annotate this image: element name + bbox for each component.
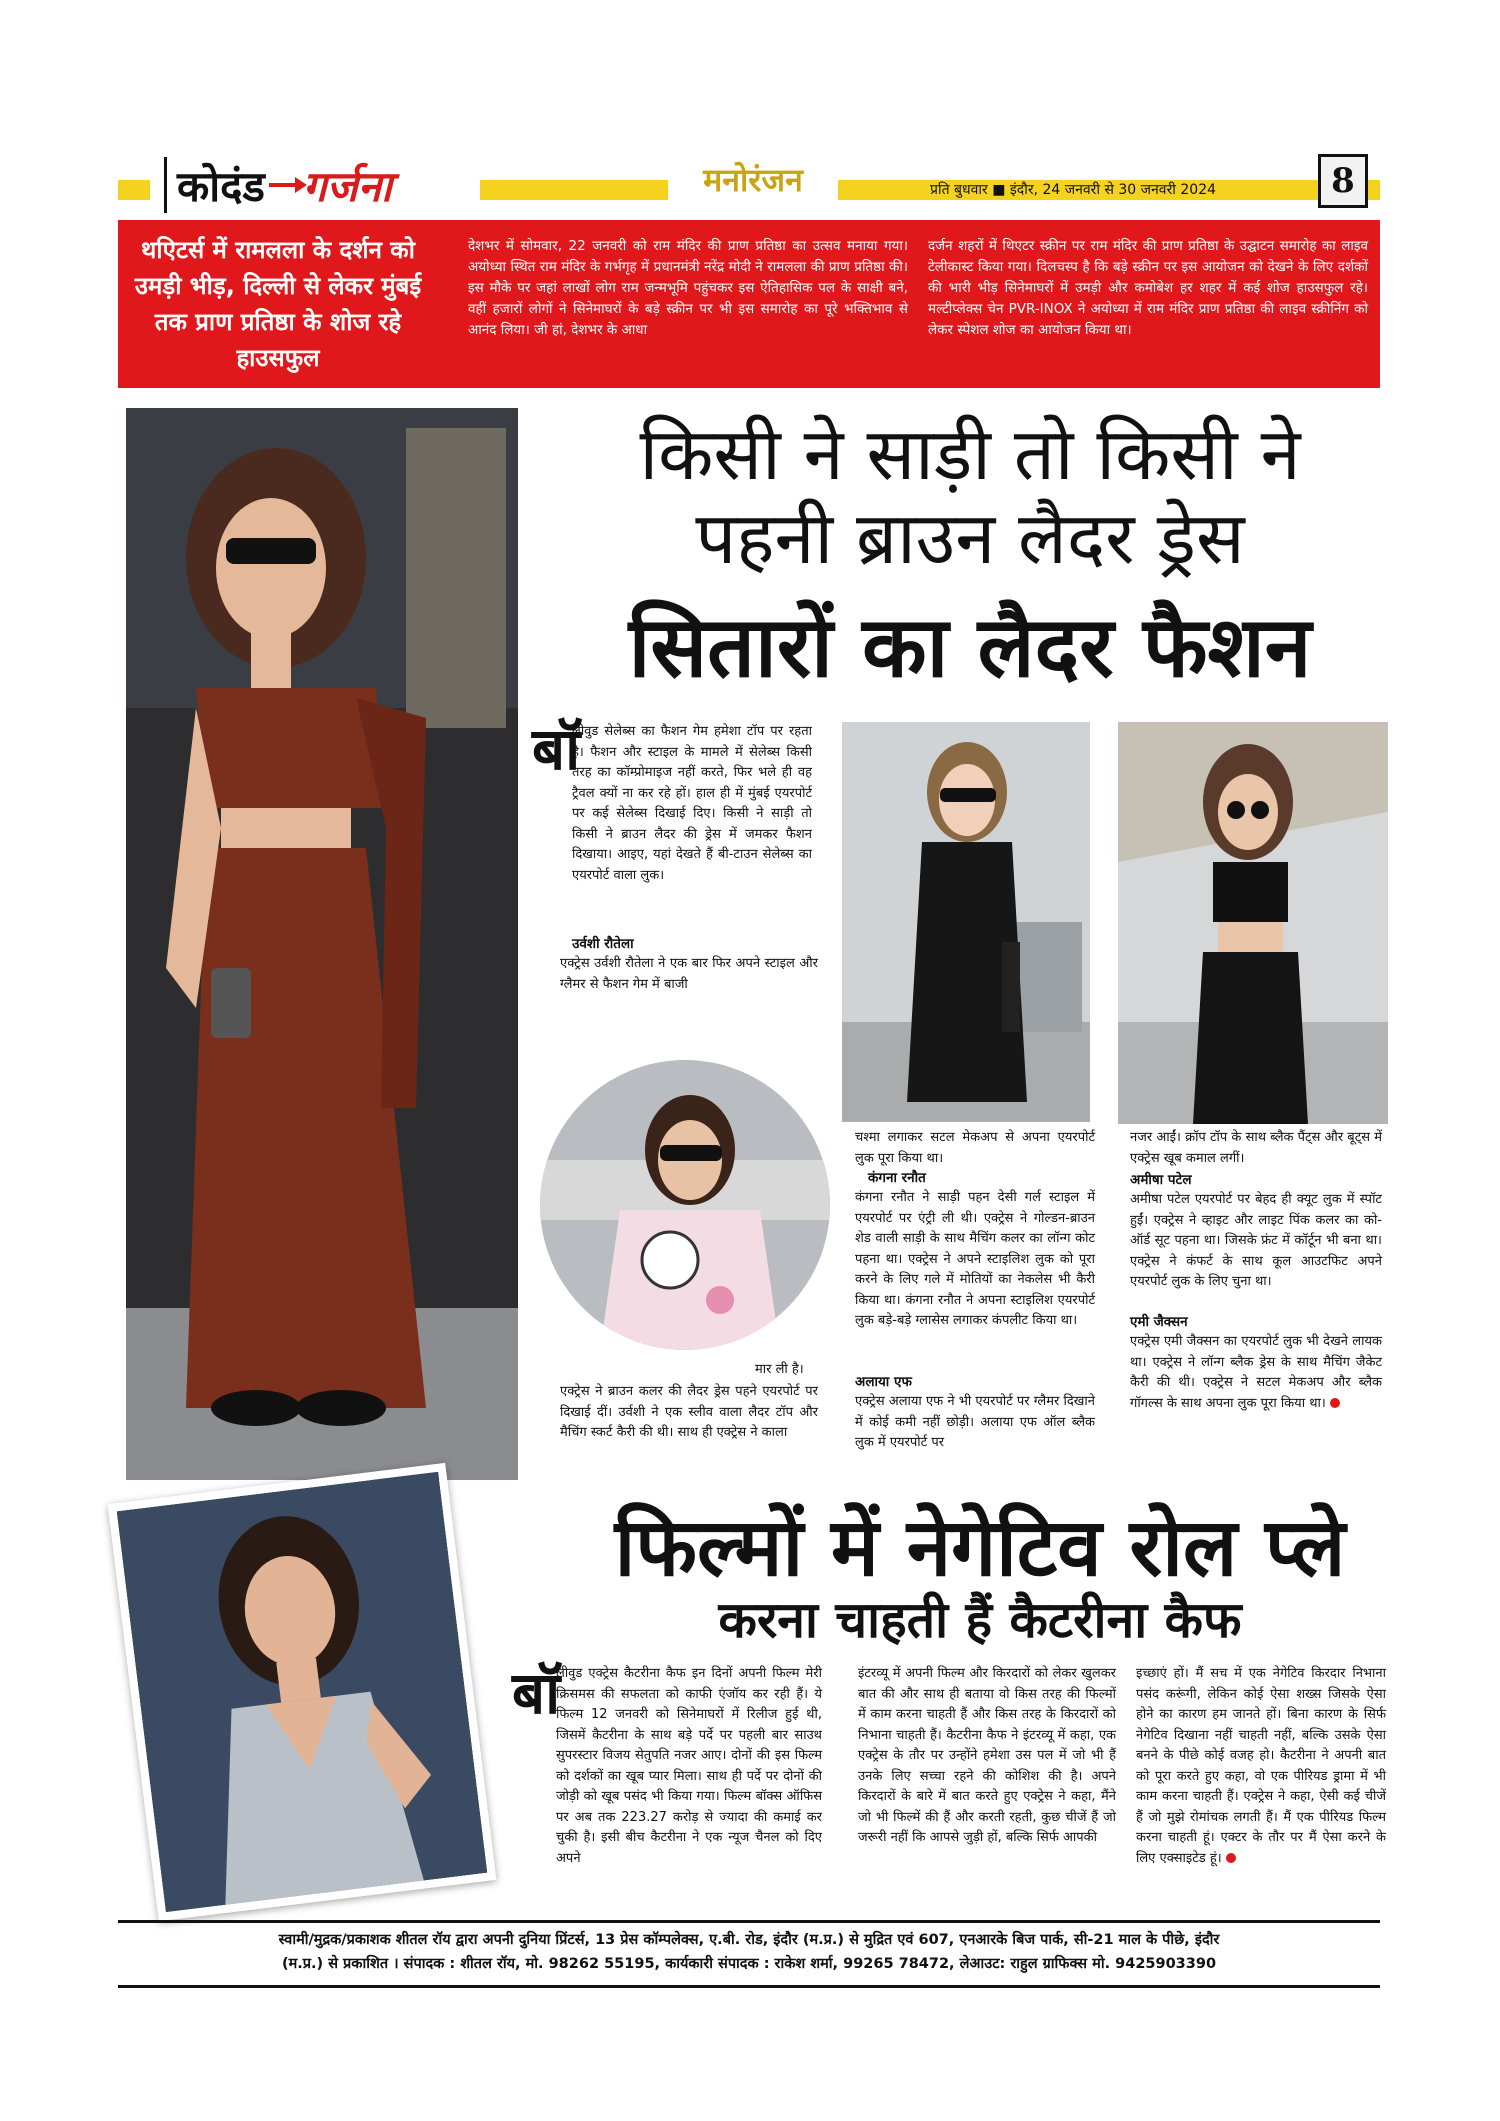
footer-line-1: स्वामी/मुद्रक/प्रकाशक शीतल रॉय द्वारा अपनी दुनिया प्रिंटर्स, 13 प्रेस कॉम्पलेक्स, ए.बी. रोड, इंदौर (म.प्र.) से मुद्रित एवं 607, एनआरके बिज पार्क, सी-21 माल के पीछे, इंदौर	[278, 1932, 1220, 1948]
footer-rule-top	[118, 1920, 1380, 1923]
section-label-box	[668, 158, 838, 202]
subhead-urvashi: उर्वशी रौतेला	[572, 936, 634, 952]
end-dot	[1226, 1853, 1236, 1863]
red-news-banner	[118, 220, 1380, 388]
banner-column-1: देशभर में सोमवार, 22 जनवरी को राम मंदिर की प्राण प्रतिष्ठा का उत्सव मनाया गया। अयोध्या स्थित राम मंदिर के गर्भगृह में प्रधानमंत्री नरेंद्र मोदी ने रामलला की प्राण प्रतिष्ठा की। इस मौके पर जहां लाखों लोग राम जन्मभूमि पहुंचकर इस ऐतिहासिक पल के साक्षी बने, वहीं हजारों लोगों ने सिनेमाघरों के बड़े स्क्रीन पर भी इस समारोह का पूरे भक्तिभाव से आनंद लिया। जी हां, देशभर के आधा	[468, 238, 908, 338]
photo-ameesha-patel	[540, 1060, 830, 1350]
column3-paragraph-1: नजर आईं। क्रॉप टॉप के साथ ब्लैक पैंट्स और बूट्स में एक्ट्रेस खूब कमाल लगीं।	[1130, 1130, 1382, 1166]
newspaper-logo	[150, 148, 480, 222]
subhead-alaya: अलाया एफ	[855, 1374, 912, 1390]
urvashi-paragraph-2a: मार ली है।	[755, 1362, 804, 1377]
article2-column-3: इच्छाएं हों। मैं सच में एक नेगेटिव किरदार निभाना पसंद करूंगी, लेकिन कोई ऐसा शख्स जिसके ऐसा होने का कारण हम जानते हों। बिना कारण के सिर्फ नेगेटिव दिखाना नहीं चाहती नहीं, बल्कि उसके ऐसा बनने के पीछे कोई वजह हो। कैटरीना ने अपनी बात को पूरा करते हुए कहा, वो एक पीरियड ड्रामा में भी काम करना चाहती हैं। एक्ट्रेस ने कहा, ऐसी कई चीजें हैं जो मुझे रोमांचक लगती हैं। मैं एक पीरियड फिल्म करना चाहती हूं। एक्टर के तौर पर मैं ऐसा करने के लिए एक्साइटेड हूं।	[1136, 1666, 1386, 1866]
banner-column-2: दर्जन शहरों में थिएटर स्क्रीन पर राम मंदिर की प्राण प्रतिष्ठा के उद्घाटन समारोह का लाइव टेलीकास्ट किया गया। दिलचस्प है कि बड़े स्क्रीन पर इस आयोजन को देखने के लिए दर्शकों की भारी भीड़ सिनेमाघरों में उमड़ी और कमोबेश हर शहर में कई शोज हाउसफुल रहे। मल्टीप्लेक्स चेन PVR-INOX ने अयोध्या में राम मंदिर प्राण प्रतिष्ठा की लाइव स्क्रीनिंग को लेकर स्पेशल शोज का आयोजन किया था।	[928, 238, 1368, 338]
urvashi-paragraph-2: एक्ट्रेस ने ब्राउन कलर की लैदर ड्रेस पहने एयरपोर्ट पर दिखाई दीं। उर्वशी ने एक स्लीव वाला लैदर टॉप और मैचिंग स्कर्ट कैरी की थी। साथ ही एक्ट्रेस ने काला	[560, 1384, 818, 1440]
section-name: मनोरंजन	[703, 161, 803, 199]
urvashi-paragraph-1: एक्ट्रेस उर्वशी रौतेला ने एक बार फिर अपने स्टाइल और ग्लैमर से फैशन गेम में बाजी	[560, 956, 818, 992]
subhead-ameesha: अमीषा पटेल	[1130, 1172, 1192, 1188]
article2-column-1: लीवुड एक्ट्रेस कैटरीना कैफ इन दिनों अपनी फिल्म मेरी क्रिसमस की सफलता को काफी एंजॉय कर रही हैं। ये फिल्म 12 जनवरी को सिनेमाघरों में रिलीज हुई थी, जिसमें कैटरीना के साथ बड़े पर्दे पर पहली बार साउथ सुपरस्टार विजय सेतुपति नजर आए। दोनों की इस फिल्म को दर्शकों का खूब प्यार मिला। साथ ही पर्दे पर दोनों की जोड़ी को खूब पसंद भी किया गया। फिल्म बॉक्स ऑफिस पर अब तक 223.27 करोड़ से ज्यादा की कमाई कर चुकी है। इसी बीच कैटरीना ने एक न्यूज चैनल को दिए अपने	[556, 1666, 822, 1866]
logo-part2: गर्जना	[302, 161, 392, 211]
ameesha-paragraph: अमीषा पटेल एयरपोर्ट पर बेहद ही क्यूट लुक में स्पॉट हुईं। एक्ट्रेस ने व्हाइट और लाइट पिंक कलर का को-ऑर्ड सूट पहना था। जिसके फ्रंट में कॉर्टून भी बना था। एक्ट्रेस ने कंफर्ट के साथ कूल आउटफिट अपने एयरपोर्ट लुक के लिए चुना था।	[1130, 1192, 1382, 1289]
article2-headline-line1: फिल्मों में नेगेटिव रोल प्ले	[614, 1501, 1346, 1594]
photo-amy-jackson	[842, 722, 1090, 1122]
logo-part1: कोदंड	[177, 161, 265, 211]
column2-paragraph-1: चश्मा लगाकर सटल मेकअप से अपना एयरपोर्ट लुक पूरा किया था।	[855, 1130, 1095, 1166]
photo-alaya-f	[1118, 722, 1388, 1124]
date-line: प्रति बुधवार ■ इंदौर, 24 जनवरी से 30 जनवरी 2024	[930, 180, 1310, 200]
subhead-kangana: कंगना रनौत	[868, 1170, 926, 1186]
article1-headline-line1: किसी ने साड़ी तो किसी ने	[639, 412, 1301, 496]
article1-headline-line2: पहनी ब्राउन लैदर ड्रेस	[695, 496, 1245, 580]
photo-urvashi-rautela	[126, 408, 518, 1480]
article2-dropcap: बॉ	[512, 1659, 561, 1727]
subhead-amy: एमी जैक्सन	[1130, 1314, 1188, 1330]
article1-headline-main: सितारों का लैदर फैशन	[628, 598, 1312, 696]
arrow-icon	[269, 183, 303, 197]
page-number: 8	[1318, 154, 1368, 208]
alaya-paragraph: एक्ट्रेस अलाया एफ ने भी एयरपोर्ट पर ग्लैमर दिखाने में कोई कमी नहीं छोड़ी। अलाया एफ ऑल ब्लैक लुक में एयरपोर्ट पर	[855, 1394, 1095, 1450]
article1-dropcap: बॉ	[532, 715, 581, 783]
amy-paragraph: एक्ट्रेस एमी जैक्सन का एयरपोर्ट लुक भी देखने लायक था। एक्ट्रेस ने लॉन्ग ब्लैक ड्रेस के साथ मैचिंग जैकेट कैरी की थी। एक्ट्रेस ने सटल मेकअप और ब्लैक गॉगल्स के साथ अपना लुक पूरा किया था।	[1130, 1334, 1382, 1411]
end-dot	[1330, 1398, 1340, 1408]
article2-headline-line2: करना चाहती हैं कैटरीना कैफ	[718, 1591, 1242, 1649]
article1-intro: लीवुड सेलेब्स का फैशन गेम हमेशा टॉप पर रहता है। फैशन और स्टाइल के मामले में सेलेब्स किसी तरह का कॉम्प्रोमाइज नहीं करते, फिर भले ही वह ट्रैवल क्यों ना कर रहे हों। हाल ही में मुंबई एयरपोर्ट पर कई सेलेब्स दिखाई दिए। किसी ने साड़ी तो किसी ने ब्राउन लैदर की ड्रेस में जमकर फैशन दिखाया। आइए, यहां देखते हैं बी-टाउन सेलेब्स का एयरपोर्ट वाला लुक।	[572, 724, 812, 883]
photo-katrina-kaif	[108, 1463, 497, 1921]
footer-imprint	[118, 1928, 1380, 1976]
banner-headline: थएिटर्स में रामलला के दर्शन को उमड़ी भीड़, दिल्ली से लेकर मुंबई तक प्राण प्रतिष्ठा के शोज रहे हाउसफुल	[134, 236, 422, 372]
kangana-paragraph: कंगना रनौत ने साड़ी पहन देसी गर्ल स्टाइल में एयरपोर्ट पर एंट्री ली थी। एक्ट्रेस ने गोल्डन-ब्राउन शेड वाली साड़ी के साथ मैचिंग कलर का लॉन्ग कोट पहना था। एक्ट्रेस ने अपने स्टाइलिश लुक को पूरा करने के लिए गले में मोतियों का नेकलेस भी कैरी किया था। कंगना रनौत ने अपना स्टाइलिश एयरपोर्ट लुक बड़े-बड़े ग्लासेस लगाकर कंपलीट किया था।	[855, 1190, 1095, 1328]
footer-line-2: (म.प्र.) से प्रकाशित । संपादक : शीतल रॉय, मो. 98262 55195, कार्यकारी संपादक : राकेश शर्मा, 99265 78472, लेआउट: राहुल ग्राफिक्स मो. 9425903390	[281, 1956, 1217, 1972]
footer-rule-bottom	[118, 1985, 1380, 1988]
article2-column-2: इंटरव्यू में अपनी फिल्म और किरदारों को लेकर खुलकर बात की और साथ ही बताया वो किस तरह की फिल्मों में काम करना चाहती हैं और किस तरह के किरदारों को निभाना चाहती हैं। कैटरीना कैफ ने इंटरव्यू में कहा, एक एक्ट्रेस के तौर पर उन्होंने हमेशा उस पल में जो भी हैं उनके लिए सच्चा रहने की कोशिश की है। अपने किरदारों के बारे में बात करते हुए एक्ट्रेस ने कहा, मैंने जो भी फिल्में की हैं और करती रहती, कुछ चीजें हैं जो जरूरी नहीं कि आपसे जुड़ी हों, बल्कि सिर्फ आपकी	[858, 1666, 1116, 1845]
